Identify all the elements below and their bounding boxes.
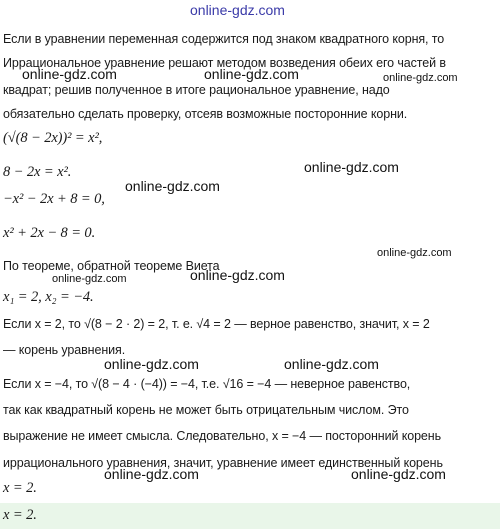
watermark: online-gdz.com — [204, 66, 299, 82]
watermark: online-gdz.com — [104, 466, 199, 482]
watermark: online-gdz.com — [284, 356, 379, 372]
check-2-line-2: так как квадратный корень не может быть отрицательным числом. Это — [3, 403, 409, 417]
watermark: online-gdz.com — [125, 178, 220, 194]
watermark: online-gdz.com — [190, 267, 285, 283]
equation-3: −x² − 2x + 8 = 0, — [3, 191, 105, 207]
intro-line-3: квадрат; решив полученное в итоге рациональное уравнение, надо — [3, 83, 390, 97]
watermark-top: online-gdz.com — [190, 2, 285, 18]
intro-line-2: Иррациональное уравнение решают методом возведения обеих его частей в — [3, 56, 446, 70]
answer-block — [0, 503, 500, 529]
watermark: online-gdz.com — [304, 159, 399, 175]
check-1-line-1: Если x = 2, то √(8 − 2 · 2) = 2, т. е. √4 = 2 — верное равенство, значит, x = 2 — [3, 317, 430, 331]
watermark: online-gdz.com — [351, 466, 446, 482]
intro-line-1: Если в уравнении переменная содержится под знаком квадратного корня, то — [3, 32, 445, 46]
final-root-line: x = 2. — [3, 480, 37, 496]
roots-line: x₁ = 2, x₂ = −4. — [3, 289, 94, 305]
vieta-line: По теореме, обратной теореме Виета — [3, 259, 220, 273]
check-2-line-4: иррационального уравнения, значит, уравнение имеет единственный корень — [3, 456, 443, 470]
intro-line-4: обязательно сделать проверку, отсеяв возможные посторонние корни. — [3, 107, 408, 121]
watermark: online-gdz.com — [383, 72, 458, 84]
check-2-line-1: Если x = −4, то √(8 − 4 · (−4)) = −4, т.е. √16 = −4 — неверное равенство, — [3, 377, 411, 391]
check-2-line-3: выражение не имеет смысла. Следовательно, x = −4 — посторонний корень — [3, 429, 441, 443]
answer-line: x = 2. — [3, 507, 37, 523]
equation-4: x² + 2x − 8 = 0. — [3, 225, 96, 241]
equation-2: 8 − 2x = x². — [3, 164, 72, 180]
watermark: online-gdz.com — [22, 66, 117, 82]
check-1-line-2: — корень уравнения. — [3, 343, 126, 357]
equation-1: (√(8 − 2x))² = x², — [3, 130, 103, 146]
watermark: online-gdz.com — [104, 356, 199, 372]
watermark: online-gdz.com — [377, 247, 452, 259]
watermark: online-gdz.com — [52, 273, 127, 285]
